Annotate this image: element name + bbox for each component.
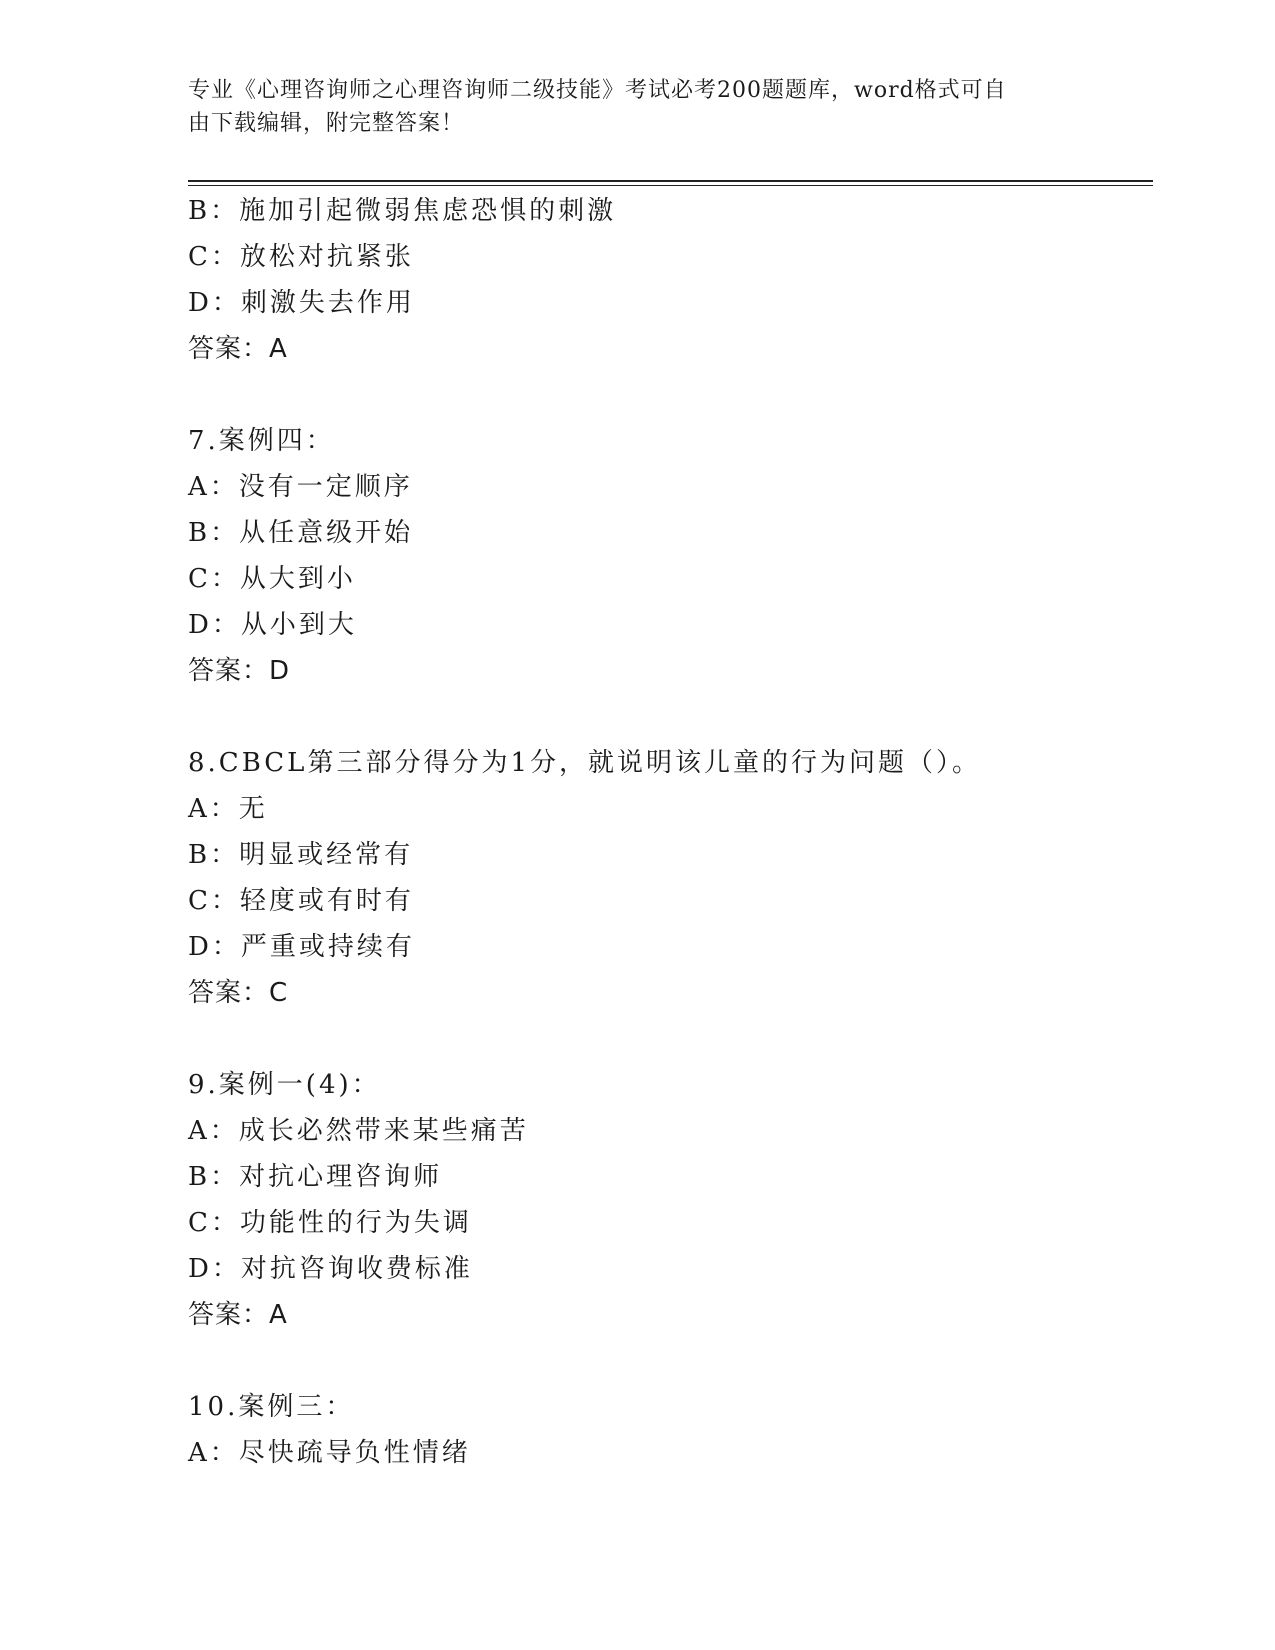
option-d: D：从小到大 xyxy=(188,610,357,640)
header-divider-thick xyxy=(188,180,1153,182)
option-a: A：成长必然带来某些痛苦 xyxy=(188,1116,529,1146)
question-text: 9.案例一(4)： xyxy=(188,1070,381,1100)
option-a: A：没有一定顺序 xyxy=(188,472,413,502)
option-b: B：对抗心理咨询师 xyxy=(188,1162,443,1192)
answer-line: 答案：D xyxy=(188,656,291,686)
document-header xyxy=(188,74,1088,140)
option-d: D：刺激失去作用 xyxy=(188,288,415,318)
option-c: C：放松对抗紧张 xyxy=(188,242,414,272)
answer-line: 答案：A xyxy=(188,1300,288,1330)
option-b: B：施加引起微弱焦虑恐惧的刺激 xyxy=(188,196,617,226)
option-c: C：从大到小 xyxy=(188,564,356,594)
option-d: D：对抗咨询收费标准 xyxy=(188,1254,473,1284)
option-b: B：明显或经常有 xyxy=(188,840,414,870)
question-block-8 xyxy=(188,740,1153,1016)
question-text: 7.案例四： xyxy=(188,426,335,456)
question-text: 10.案例三： xyxy=(188,1392,355,1422)
question-block-7 xyxy=(188,418,1153,694)
answer-line: 答案：C xyxy=(188,978,289,1008)
answer-line: 答案：A xyxy=(188,334,288,364)
question-text: 8.CBCL第三部分得分为1分，就说明该儿童的行为问题（）。 xyxy=(188,748,981,778)
header-divider-thin xyxy=(188,185,1153,186)
option-c: C：轻度或有时有 xyxy=(188,886,414,916)
question-list xyxy=(188,188,1153,1476)
question-block-9 xyxy=(188,1062,1153,1338)
option-a: A：尽快疏导负性情绪 xyxy=(188,1438,471,1468)
question-block-6 xyxy=(188,188,1153,372)
option-d: D：严重或持续有 xyxy=(188,932,415,962)
header-line-1: 专业《心理咨询师之心理咨询师二级技能》考试必考200题题库，word格式可自 xyxy=(188,78,1007,103)
option-c: C：功能性的行为失调 xyxy=(188,1208,472,1238)
option-b: B：从任意级开始 xyxy=(188,518,414,548)
option-a: A：无 xyxy=(188,794,268,824)
question-block-10 xyxy=(188,1384,1153,1476)
header-line-2: 由下载编辑，附完整答案！ xyxy=(188,111,465,136)
